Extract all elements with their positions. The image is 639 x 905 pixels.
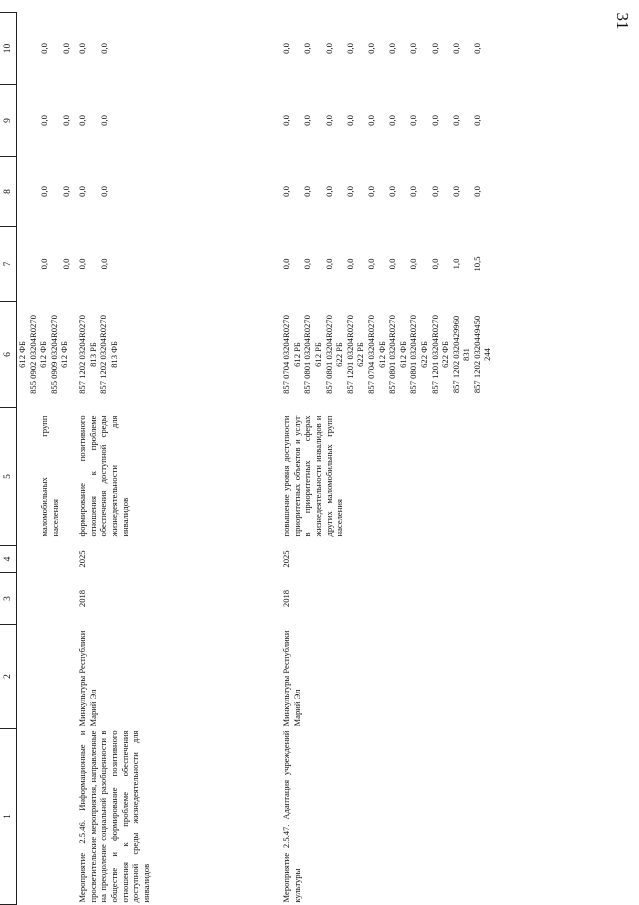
value-line: 0,0	[471, 186, 482, 197]
budget-code-line: 612 РБ	[291, 342, 302, 367]
column-header: 7	[0, 227, 17, 302]
value-line: 0,0	[77, 43, 88, 54]
budget-code-line: 831	[461, 348, 472, 361]
budget-code-line: 857 1202 03204R0270	[77, 315, 88, 394]
budget-code-line: 857 0801 03204R0270	[387, 315, 398, 394]
budget-code-line: 622 РБ	[355, 342, 366, 367]
budget-code-line: 612 ФБ	[38, 341, 49, 368]
cell-purpose: формирование позитивного отношения к проблеме обеспечения доступной среды жизнедеятельности для инвалидов	[77, 415, 130, 537]
column-header: 2	[0, 625, 17, 729]
value-line: 0,0	[39, 115, 49, 126]
budget-code-line: 612 ФБ	[376, 341, 387, 368]
budget-code-line: 857 1201 03204R0270	[344, 315, 355, 394]
value-line: 0,0	[387, 186, 398, 197]
budget-code-line: 857 1201 03204R0270	[429, 315, 440, 394]
value-line: 0,0	[408, 43, 419, 54]
column-header: 3	[0, 573, 17, 625]
budget-code-line: 612 РБ	[312, 342, 323, 367]
column-header: 1	[0, 729, 17, 905]
budget-code-line: 857 1202 0320449450	[471, 315, 482, 394]
column-header: 9	[0, 85, 17, 157]
value-line: 0,0	[60, 43, 71, 54]
value-line: 0,0	[450, 186, 461, 197]
budget-code-line: 857 0801 03204R0270	[323, 315, 334, 394]
value-line: 0,0	[302, 186, 313, 197]
cell-value	[273, 157, 493, 227]
budget-code-line: 857 1202 0320429960	[450, 315, 461, 394]
value-line: 0,0	[429, 115, 440, 126]
cell-value	[273, 227, 493, 302]
cell-value	[17, 85, 72, 157]
value-line: 0,0	[39, 43, 49, 54]
value-line: 0,0	[281, 43, 292, 54]
value-line: 0,0	[302, 43, 313, 54]
budget-code-line: 612 ФБ	[59, 341, 70, 368]
value-line: 0,0	[429, 43, 440, 54]
budget-code-line: 612 ФБ	[17, 341, 27, 368]
value-line: 0,0	[323, 43, 334, 54]
cell-executor: Минкультуры Республики Марий Эл	[77, 630, 98, 727]
value-line: 0,0	[365, 186, 376, 197]
value-line: 0,0	[429, 258, 440, 270]
budget-code-line: 622 РБ	[334, 342, 345, 367]
value-line: 0,0	[302, 115, 313, 126]
value-line: 0,0	[365, 115, 376, 126]
rotated-table-sheet	[0, 13, 520, 905]
value-line: 0,0	[77, 115, 88, 126]
cell-value	[71, 227, 273, 302]
cell-value	[17, 157, 72, 227]
value-line: 0,0	[302, 258, 313, 270]
value-line: 0,0	[323, 186, 334, 197]
budget-code-line: 244	[482, 348, 493, 361]
value-line: 0,0	[98, 43, 109, 54]
value-line: 0,0	[98, 186, 109, 197]
cell-executor: Минкультуры Республики Марий Эл	[281, 630, 302, 727]
cell-start-year: 2018	[281, 589, 292, 608]
value-line: 1,0	[450, 258, 461, 270]
cell-end-year: 2025	[77, 550, 88, 568]
value-line: 0,0	[39, 258, 49, 270]
value-line: 0,0	[471, 115, 482, 126]
column-header: 8	[0, 157, 17, 227]
value-line: 0,0	[450, 115, 461, 126]
value-line: 0,0	[60, 115, 71, 126]
budget-code-line: 855 0902 03204R0270	[27, 315, 38, 394]
cell-value	[71, 13, 273, 85]
program-table	[0, 12, 493, 905]
value-line: 0,0	[77, 186, 88, 197]
value-line: 0,0	[98, 258, 109, 270]
value-line: 0,0	[344, 115, 355, 126]
cell-value	[17, 227, 72, 302]
table-row	[17, 13, 72, 905]
budget-code-line: 857 0801 03204R0270	[408, 315, 419, 394]
value-line: 0,0	[450, 43, 461, 54]
cell-purpose: повышение уровня доступности приоритетных объектов и услуг в приоритетных сферах жизнедеятельности инвалидов и других маломобильных групп населения	[281, 415, 345, 537]
value-line: 0,0	[408, 186, 419, 197]
column-header: 5	[0, 408, 17, 546]
column-header: 10	[0, 13, 17, 85]
value-line: 0,0	[429, 186, 440, 197]
budget-code-line: 855 0909 03204R0270	[48, 315, 59, 394]
cell-measure: Мероприятие 2.5.46. Информационные и просветительские мероприятия, направленные на преодоление социальной разобщенности в обществе и формирование позитивного отношения к проблеме обеспечения доступной среды жизнедеятельности для инвалидов	[77, 730, 151, 903]
value-line: 0,0	[39, 186, 49, 197]
value-line: 0,0	[323, 115, 334, 126]
column-number-row	[0, 13, 17, 905]
budget-code-line: 857 0704 03204R0270	[365, 315, 376, 394]
value-line: 0,0	[98, 115, 109, 126]
value-line: 0,0	[387, 258, 398, 270]
value-line: 0,0	[77, 258, 88, 270]
value-line: 0,0	[60, 258, 71, 270]
table-row	[273, 13, 493, 905]
value-line: 0,0	[344, 258, 355, 270]
value-line: 0,0	[60, 186, 71, 197]
value-line: 0,0	[408, 258, 419, 270]
value-line: 0,0	[323, 258, 334, 270]
value-line: 0,0	[471, 43, 482, 54]
budget-code-line: 612 ФБ	[397, 341, 408, 368]
cell-value	[71, 85, 273, 157]
budget-code-line: 857 1202 03204R0270	[98, 315, 109, 394]
value-line: 10,5	[471, 256, 482, 272]
budget-code-line: 857 0704 03204R0270	[281, 315, 292, 394]
cell-value	[17, 13, 72, 85]
table-row	[71, 13, 273, 905]
cell-value	[71, 157, 273, 227]
value-line: 0,0	[365, 258, 376, 270]
value-line: 0,0	[281, 115, 292, 126]
value-line: 0,0	[387, 43, 398, 54]
cell-budget-codes	[273, 302, 493, 408]
cell-end-year: 2025	[281, 550, 292, 568]
cell-start-year: 2018	[77, 589, 88, 608]
cell-purpose: маломобильных групп населения	[39, 415, 60, 537]
value-line: 0,0	[408, 115, 419, 126]
page-number: 31	[613, 12, 632, 30]
value-line: 0,0	[344, 43, 355, 54]
budget-code-line: 813 ФБ	[108, 341, 119, 368]
value-line: 0,0	[387, 115, 398, 126]
budget-code-line: 622 ФБ	[440, 341, 451, 368]
value-line: 0,0	[344, 186, 355, 197]
budget-code-line: 857 0801 03204R0270	[302, 315, 313, 394]
value-line: 0,0	[281, 186, 292, 197]
column-header: 6	[0, 302, 17, 408]
cell-value	[273, 13, 493, 85]
budget-code-line: 622 ФБ	[418, 341, 429, 368]
value-line: 0,0	[365, 43, 376, 54]
column-header: 4	[0, 546, 17, 573]
value-line: 0,0	[281, 258, 292, 270]
budget-code-line: 813 РБ	[87, 342, 98, 367]
cell-measure: Мероприятие 2.5.47. Адаптация учреждений культуры	[281, 730, 302, 903]
cell-budget-codes	[17, 302, 72, 408]
cell-budget-codes	[71, 302, 273, 408]
cell-value	[273, 85, 493, 157]
